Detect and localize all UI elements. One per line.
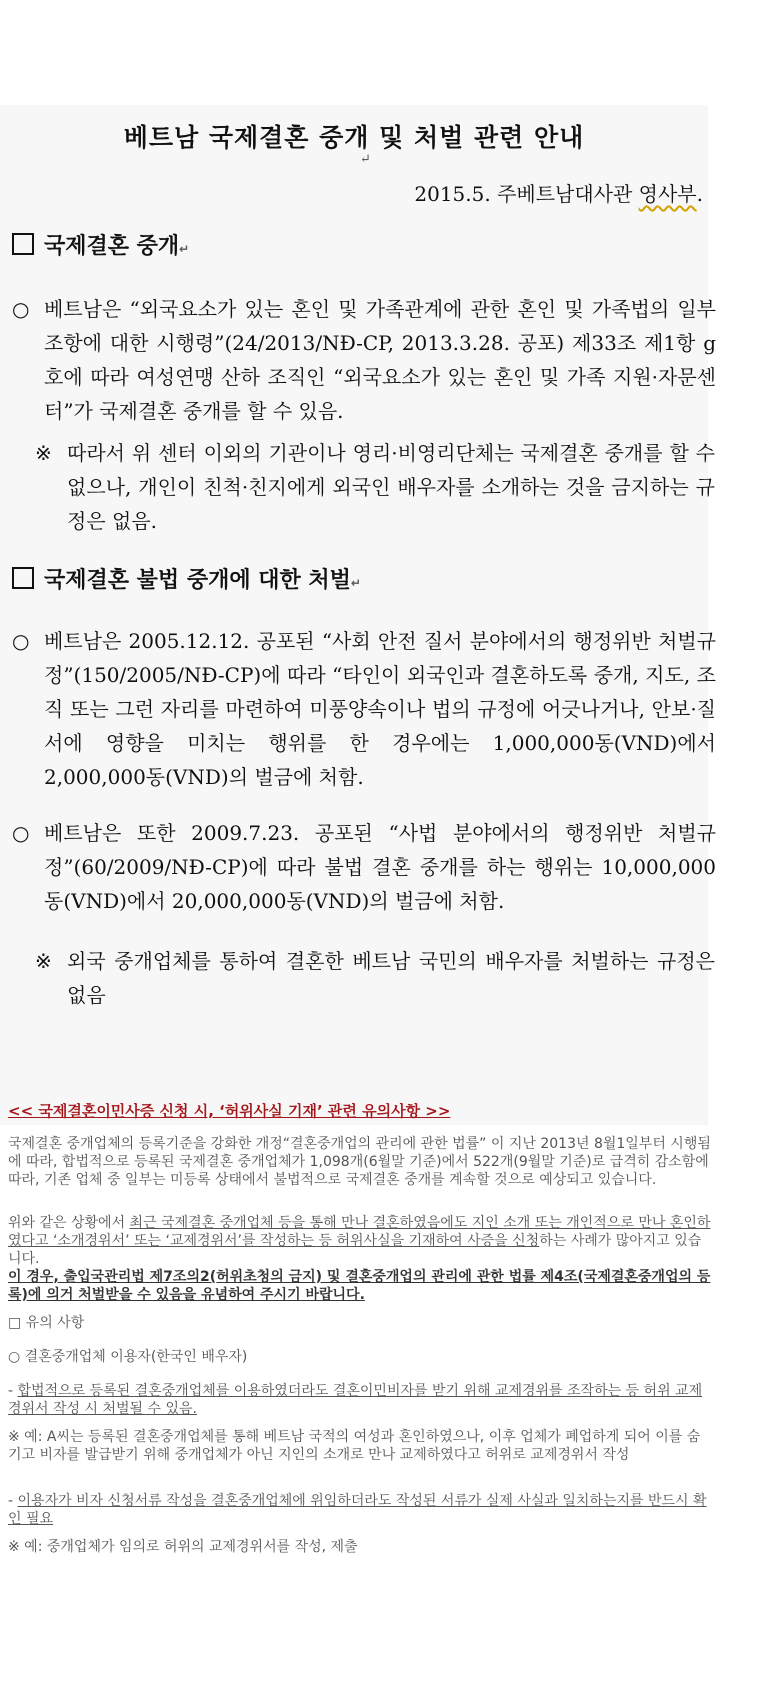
section-heading-1 bbox=[12, 229, 189, 260]
date-suffix: . bbox=[696, 182, 703, 206]
underlined-text: 이용자가 비자 신청서류 작성을 결혼중개업체에 위임하더라도 작성된 서류가 실제 사실과 일치하는지를 반드시 확인 필요 bbox=[8, 1493, 707, 1527]
example-1: ※ 예: A씨는 등록된 결혼중개업체를 통해 베트남 국적의 여성과 혼인하였으나, 이후 업체가 폐업하게 되어 이를 숨기고 비자를 발급받기 위해 중개업체가 아닌 지인의 소개로 만나 교제하였다고 허위로 교제경위서 작성 bbox=[8, 1429, 701, 1463]
paragraph-text: 베트남은 2005.12.12. 공포된 “사회 안전 질서 분야에서의 행정위반 처벌규정”(150/2005/NĐ-CP)에 따라 “타인이 외국인과 결혼하도록 중개, 지도, 조직 또는 그런 자리를 마련하여 미풍양속이나 법의 규정에 어긋나거나, 안보·질서에 영향을 미치는 행위를 한 경우에는 1,000,000동(VND)에서 2,000,000동(VND)의 벌금에 처함. bbox=[44, 629, 716, 789]
note-text: 외국 중개업체를 통하여 결혼한 베트남 국민의 배우자를 처벌하는 규정은 없음 bbox=[67, 949, 715, 1007]
return-mark-icon: ↵ bbox=[360, 152, 371, 167]
underlined-text: 합법적으로 등록된 결혼중개업체를 이용하였더라도 결혼이민비자를 받기 위해 교제경위를 조작하는 등 허위 교제경위서 작성 시 처벌될 수 있음. bbox=[8, 1383, 703, 1417]
circle-bullet-icon: ○ bbox=[12, 821, 30, 845]
section-heading-text: 국제결혼 불법 중개에 대한 처벌 bbox=[44, 568, 351, 593]
office-name: 영사부 bbox=[638, 182, 697, 206]
document-date bbox=[414, 178, 703, 207]
section1-note bbox=[35, 436, 715, 540]
note-mark-icon: ※ bbox=[35, 949, 52, 973]
notice-paragraph-1: 국제결혼 중개업체의 등록기준을 강화한 개정“결혼중개업의 관리에 관한 법률” 이 지난 2013년 8월1일부터 시행됨에 따라, 합법적으로 등록된 국제결혼 중개업체가 1,098개(6월말 기준)에서 522개(9월말 기준)로 급격히 감소함에 따라, 기존 업체 중 일부는 미등록 상태에서 불법적으로 국제결혼 중개를 계속할 것으로 예상되고 있습니다. bbox=[8, 1136, 711, 1188]
checkbox-square-icon bbox=[12, 567, 34, 589]
checkbox-square-icon bbox=[12, 233, 34, 255]
circle-bullet-icon: ○ bbox=[12, 629, 30, 653]
underlined-text: 최근 국제결혼 중개업체 등을 통해 만나 결혼하였음에도 지인 소개 또는 개인적으로 만나 혼인하였다고 ‘소개경위서’ 또는 ‘교제경위서’를 작성하는 등 허위사실을 기재하여 사증을 신청 bbox=[8, 1215, 711, 1249]
notice-heading: << 국제결혼이민사증 신청 시, ‘허위사실 기재’ 관련 유의사항 >> bbox=[8, 1102, 451, 1120]
circle-bullet-icon: ○ bbox=[12, 297, 30, 321]
dash-item-2: - 이용자가 비자 신청서류 작성을 결혼중개업체에 위임하더라도 작성된 서류가 실제 사실과 일치하는지를 반드시 확인 필요 bbox=[8, 1493, 707, 1527]
dash-item-1: - 합법적으로 등록된 결혼중개업체를 이용하였더라도 결혼이민비자를 받기 위해 교제경위를 조작하는 등 허위 교제경위서 작성 시 처벌될 수 있음. bbox=[8, 1383, 703, 1417]
caution-heading: □ 유의 사항 bbox=[8, 1315, 85, 1331]
section1-paragraph bbox=[12, 292, 717, 432]
notice-warning: 이 경우, 출입국관리법 제7조의2(허위초청의 금지) 및 결혼중개업의 관리에 관한 법률 제4조(국제결혼중개업의 등록)에 의거 처벌받을 수 있음을 유념하여 주시기 바랍니다. bbox=[8, 1269, 711, 1303]
document-title: 베트남 국제결혼 중개 및 처벌 관련 안내 bbox=[123, 123, 585, 152]
section2-paragraph-2 bbox=[12, 816, 717, 920]
paragraph-text: 베트남은 또한 2009.7.23. 공포된 “사법 분야에서의 행정위반 처벌규정”(60/2009/NĐ-CP)에 따라 불법 결혼 중개를 하는 행위는 10,000,000동(VND)에서 20,000,000동(VND)의 벌금에 처함. bbox=[44, 821, 716, 913]
note-text: 따라서 위 센터 이외의 기관이나 영리·비영리단체는 국제결혼 중개를 할 수 없으나, 개인이 친척·친지에게 외국인 배우자를 소개하는 것을 금지하는 규정은 없음. bbox=[67, 441, 715, 533]
section-heading-text: 국제결혼 중개 bbox=[44, 234, 180, 259]
section2-paragraph-1 bbox=[12, 624, 717, 796]
example-2: ※ 예: 중개업체가 임의로 허위의 교제경위서를 작성, 제출 bbox=[8, 1539, 358, 1555]
section-heading-2 bbox=[12, 563, 361, 594]
user-heading: ○ 결혼중개업체 이용자(한국인 배우자) bbox=[8, 1349, 248, 1365]
date-text: 2015.5. 주베트남대사관 bbox=[414, 182, 639, 206]
note-mark-icon: ※ bbox=[35, 441, 52, 465]
paragraph-text: 베트남은 “외국요소가 있는 혼인 및 가족관계에 관한 혼인 및 가족법의 일부 조항에 대한 시행령”(24/2013/NĐ-CP, 2013.3.28. 공포) 제33조 제1항 g호에 따라 여성연맹 산하 조직인 “외국요소가 있는 혼인 및 가족 지원·자문센터”가 국제결혼 중개를 할 수 있음. bbox=[44, 297, 716, 423]
notice-paragraph-2: 위와 같은 상황에서 최근 국제결혼 중개업체 등을 통해 만나 결혼하였음에도 지인 소개 또는 개인적으로 만나 혼인하였다고 ‘소개경위서’ 또는 ‘교제경위서’를 작성하는 등 허위사실을 기재하여 사증을 신청하는 사례가 많아지고 있습니다. bbox=[8, 1215, 711, 1267]
return-mark-icon: ↵ bbox=[179, 242, 190, 256]
section2-note bbox=[35, 944, 715, 1014]
return-mark-icon: ↵ bbox=[350, 576, 361, 590]
